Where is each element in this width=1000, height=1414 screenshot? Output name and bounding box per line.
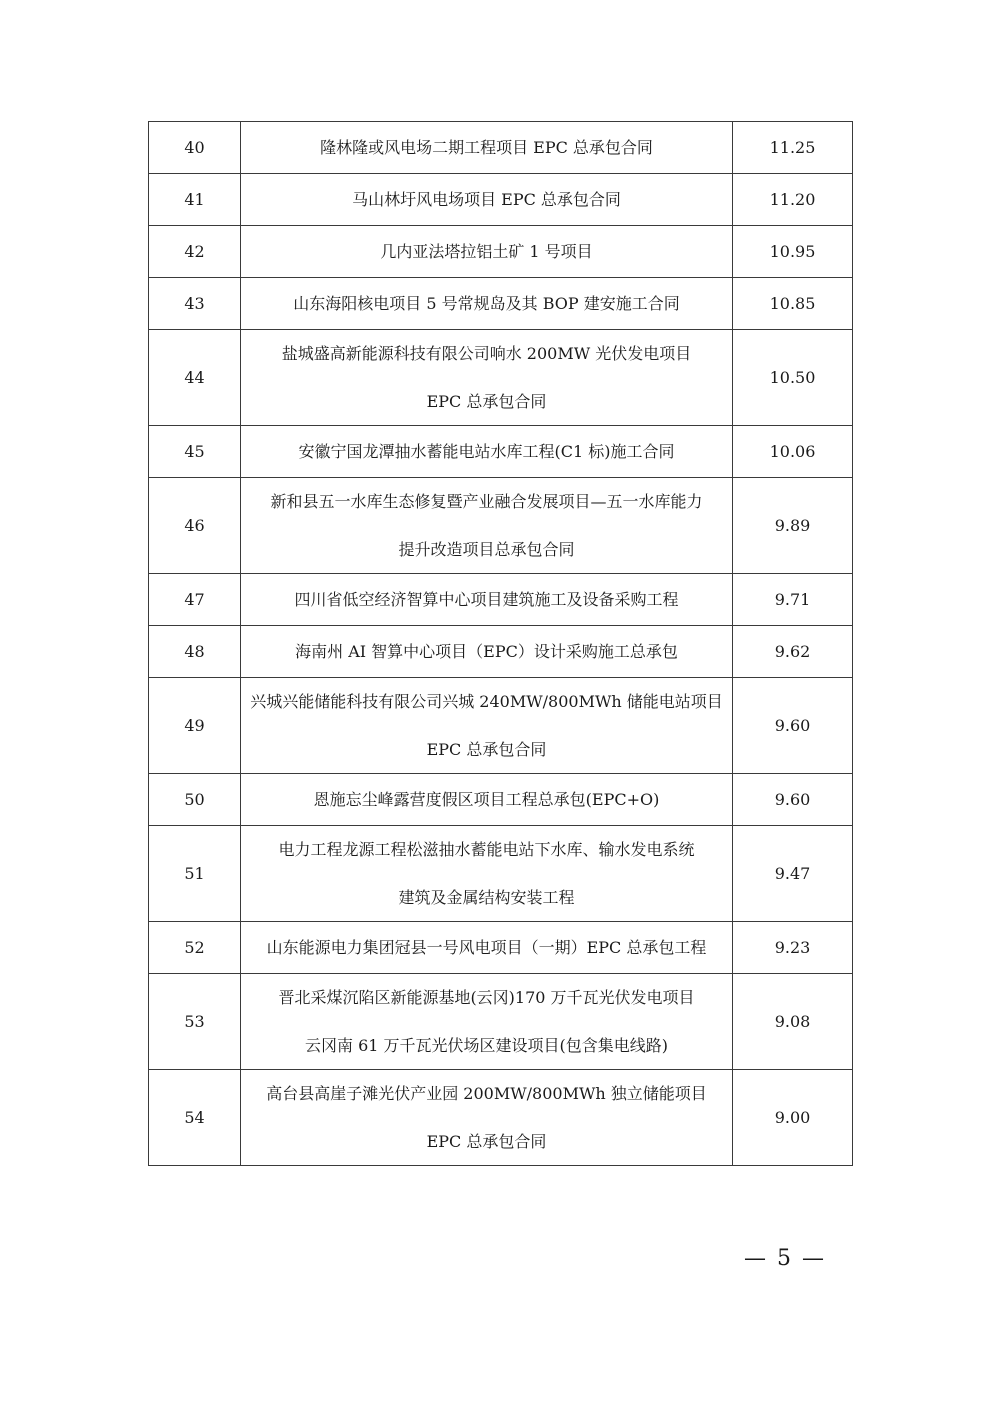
page-number: — 5 —	[744, 1246, 826, 1271]
table-row	[149, 330, 853, 426]
row-number: 42	[149, 226, 241, 278]
project-name-line: 海南州 AI 智算中心项目（EPC）设计采购施工总承包	[295, 641, 678, 661]
contract-value: 10.06	[733, 426, 853, 478]
project-name-line: 云冈南 61 万千瓦光伏场区建设项目(包含集电线路)	[304, 1035, 669, 1055]
table-row	[149, 426, 853, 478]
contract-value: 9.62	[733, 626, 853, 678]
table-row	[149, 478, 853, 574]
table-row	[149, 774, 853, 826]
row-number: 51	[149, 826, 241, 922]
contract-value: 10.50	[733, 330, 853, 426]
project-name	[241, 478, 733, 574]
row-number: 45	[149, 426, 241, 478]
project-name-line: 马山林圩风电场项目 EPC 总承包合同	[352, 189, 621, 209]
row-number: 40	[149, 122, 241, 174]
row-number: 54	[149, 1070, 241, 1166]
row-number: 47	[149, 574, 241, 626]
row-number: 50	[149, 774, 241, 826]
project-name	[241, 922, 733, 974]
contract-value: 9.23	[733, 922, 853, 974]
contract-value: 9.00	[733, 1070, 853, 1166]
project-name-line: 山东海阳核电项目 5 号常规岛及其 BOP 建安施工合同	[293, 293, 680, 313]
project-name-line: EPC 总承包合同	[426, 391, 547, 411]
project-name-line: EPC 总承包合同	[426, 739, 547, 759]
project-name	[241, 974, 733, 1070]
table-row	[149, 826, 853, 922]
project-name-line: 电力工程龙源工程松滋抽水蓄能电站下水库、输水发电系统	[278, 839, 695, 859]
project-name	[241, 626, 733, 678]
project-name-line: 几内亚法塔拉铝土矿 1 号项目	[380, 241, 593, 261]
table-row	[149, 1070, 853, 1166]
contract-value: 11.20	[733, 174, 853, 226]
project-name	[241, 426, 733, 478]
project-name-line: 提升改造项目总承包合同	[398, 539, 575, 559]
table-row	[149, 174, 853, 226]
table-row	[149, 122, 853, 174]
contract-value: 9.47	[733, 826, 853, 922]
project-name	[241, 122, 733, 174]
project-name-line: 盐城盛高新能源科技有限公司响水 200MW 光伏发电项目	[281, 343, 692, 363]
project-name-line: 晋北采煤沉陷区新能源基地(云冈)170 万千瓦光伏发电项目	[278, 987, 695, 1007]
project-name-line: 隆林隆或风电场二期工程项目 EPC 总承包合同	[320, 137, 653, 157]
table-row	[149, 278, 853, 330]
project-name	[241, 774, 733, 826]
project-name-line: 兴城兴能储能科技有限公司兴城 240MW/800MWh 储能电站项目	[250, 691, 723, 711]
project-name-line: 高台县高崖子滩光伏产业园 200MW/800MWh 独立储能项目	[266, 1083, 707, 1103]
row-number: 52	[149, 922, 241, 974]
project-name-line: 四川省低空经济智算中心项目建筑施工及设备采购工程	[294, 589, 679, 609]
contract-value: 9.60	[733, 774, 853, 826]
table-row	[149, 974, 853, 1070]
project-name-line: 山东能源电力集团冠县一号风电项目（一期）EPC 总承包工程	[266, 937, 707, 957]
contract-value: 11.25	[733, 122, 853, 174]
contract-value: 9.08	[733, 974, 853, 1070]
project-name	[241, 226, 733, 278]
row-number: 41	[149, 174, 241, 226]
project-name-line: 恩施忘尘峰露营度假区项目工程总承包(EPC+O)	[313, 789, 660, 809]
contract-value: 9.60	[733, 678, 853, 774]
table-row	[149, 574, 853, 626]
table-row	[149, 678, 853, 774]
contract-value: 10.85	[733, 278, 853, 330]
row-number: 49	[149, 678, 241, 774]
project-name	[241, 574, 733, 626]
project-name-line: EPC 总承包合同	[426, 1131, 547, 1151]
project-table	[148, 121, 853, 1166]
contract-value: 9.71	[733, 574, 853, 626]
project-name-line: 新和县五一水库生态修复暨产业融合发展项目—五一水库能力	[270, 491, 703, 511]
table-row	[149, 922, 853, 974]
project-name	[241, 678, 733, 774]
table-row	[149, 226, 853, 278]
project-name-line: 建筑及金属结构安装工程	[398, 887, 575, 907]
contract-value: 10.95	[733, 226, 853, 278]
row-number: 53	[149, 974, 241, 1070]
table-row	[149, 626, 853, 678]
row-number: 48	[149, 626, 241, 678]
project-name	[241, 174, 733, 226]
row-number: 43	[149, 278, 241, 330]
project-name-line: 安徽宁国龙潭抽水蓄能电站水库工程(C1 标)施工合同	[298, 441, 675, 461]
project-name	[241, 1070, 733, 1166]
project-table-body	[149, 122, 853, 1166]
project-name	[241, 330, 733, 426]
project-name	[241, 826, 733, 922]
contract-value: 9.89	[733, 478, 853, 574]
row-number: 44	[149, 330, 241, 426]
row-number: 46	[149, 478, 241, 574]
project-name	[241, 278, 733, 330]
